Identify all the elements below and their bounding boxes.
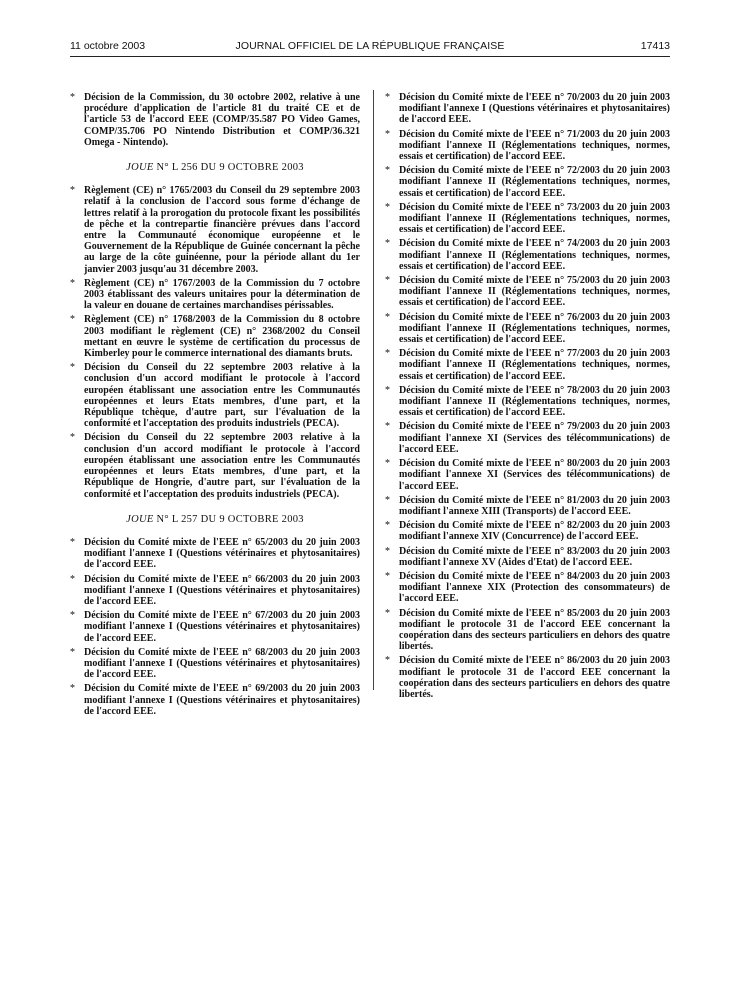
section-256-entries	[70, 185, 360, 499]
list-item	[385, 520, 670, 542]
bullet-star: *	[385, 545, 390, 557]
entry-text: Décision du Comité mixte de l'EEE n° 73/2003 du 20 juin 2003 modifiant l'annexe II (Réglementations techniques, normes, essais et certification) de l'accord EEE.	[399, 201, 670, 236]
bullet-star: *	[385, 655, 390, 667]
entry-text: Décision du Comité mixte de l'EEE n° 81/2003 du 20 juin 2003 modifiant l'annexe XIII (Transports) de l'accord EEE.	[399, 494, 670, 517]
entry-text: Décision du Comité mixte de l'EEE n° 82/2003 du 20 juin 2003 modifiant l'annexe XIV (Concurrence) de l'accord EEE.	[399, 520, 670, 543]
bullet-star: *	[385, 421, 390, 433]
column-divider	[373, 90, 374, 690]
bullet-star: *	[385, 201, 390, 213]
entry-text: Décision du Comité mixte de l'EEE n° 79/2003 du 20 juin 2003 modifiant l'annexe XI (Services des télécommunications) de l'accord EEE.	[399, 421, 670, 455]
entry-text: Décision du Conseil du 22 septembre 2003 relative à la conclusion d'un accord modifiant le protocole à l'accord européen établissant une association entre les Communautés européennes et leurs Etats membres, d'une part, et la République de Hongrie, d'autre part, sur l'évaluation de la conformité et l'acceptation des produits industriels (PECA).	[84, 432, 360, 500]
entry-text: Décision du Comité mixte de l'EEE n° 83/2003 du 20 juin 2003 modifiant l'annexe XV (Aides d'Etat) de l'accord EEE.	[399, 545, 670, 568]
list-item	[385, 655, 670, 700]
entry-text: Décision du Comité mixte de l'EEE n° 86/2003 du 20 juin 2003 modifiant le protocole 31 de l'accord EEE concernant la coopération dans des secteurs particuliers en dehors des quatre libertés.	[399, 655, 670, 700]
bullet-star: *	[385, 494, 390, 506]
bullet-star: *	[70, 362, 75, 374]
list-item	[385, 129, 670, 163]
header-title: JOURNAL OFFICIEL DE LA RÉPUBLIQUE FRANÇAISE	[235, 40, 505, 52]
bullet-star: *	[385, 520, 390, 532]
list-item	[385, 495, 670, 517]
page-header	[70, 40, 670, 56]
list-item	[385, 608, 670, 653]
bullet-star: *	[70, 314, 75, 326]
section-journal: JOUE	[126, 162, 154, 174]
list-item	[385, 92, 670, 126]
bullet-star: *	[385, 238, 390, 250]
section-257-entries	[70, 537, 360, 717]
list-item	[70, 92, 360, 148]
list-item	[385, 571, 670, 605]
bullet-star: *	[70, 610, 75, 622]
bullet-star: *	[70, 573, 75, 585]
list-item	[385, 202, 670, 236]
bullet-star: *	[70, 92, 75, 103]
list-item	[385, 546, 670, 568]
bullet-star: *	[70, 185, 75, 197]
entry-text: Décision du Comité mixte de l'EEE n° 80/2003 du 20 juin 2003 modifiant l'annexe XI (Services des télécommunications) de l'accord EEE.	[399, 458, 670, 492]
entry-text: Décision du Comité mixte de l'EEE n° 69/2003 du 20 juin 2003 modifiant l'annexe I (Questions vétérinaires et phytosanitaires) de l'accord EEE.	[84, 683, 360, 717]
entry-text: Décision du Comité mixte de l'EEE n° 70/2003 du 20 juin 2003 modifiant l'annexe I (Questions vétérinaires et phytosanitaires) de l'accord EEE.	[399, 92, 670, 126]
entry-text: Décision du Comité mixte de l'EEE n° 65/2003 du 20 juin 2003 modifiant l'annexe I (Questions vétérinaires et phytosanitaires) de l'accord EEE.	[84, 536, 360, 571]
list-item	[385, 458, 670, 492]
entry-text: Décision du Comité mixte de l'EEE n° 75/2003 du 20 juin 2003 modifiant l'annexe II (Réglementations techniques, normes, essais et certification) de l'accord EEE.	[399, 275, 670, 309]
bullet-star: *	[385, 311, 390, 323]
section-heading-text: N° L 257 DU 9 OCTOBRE 2003	[156, 513, 304, 525]
section-heading-257	[70, 514, 360, 525]
entry-text: Décision du Comité mixte de l'EEE n° 71/2003 du 20 juin 2003 modifiant l'annexe II (Réglementations techniques, normes, essais et certification) de l'accord EEE.	[399, 128, 670, 163]
entry-text: Décision du Comité mixte de l'EEE n° 76/2003 du 20 juin 2003 modifiant l'annexe II (Réglementations techniques, normes, essais et certification) de l'accord EEE.	[399, 311, 670, 346]
list-item	[385, 238, 670, 272]
bullet-star: *	[385, 348, 390, 360]
bullet-star: *	[385, 275, 390, 287]
list-item	[385, 348, 670, 382]
section-heading-text: N° L 256 DU 9 OCTOBRE 2003	[156, 162, 304, 174]
entry-text: Décision du Comité mixte de l'EEE n° 78/2003 du 20 juin 2003 modifiant l'annexe II (Réglementations techniques, normes, essais et certification) de l'accord EEE.	[399, 384, 670, 419]
bullet-star: *	[385, 458, 390, 470]
entry-text: Décision du Comité mixte de l'EEE n° 67/2003 du 20 juin 2003 modifiant l'annexe I (Questions vétérinaires et phytosanitaires) de l'accord EEE.	[84, 610, 360, 644]
list-item	[70, 185, 360, 275]
bullet-star: *	[70, 683, 75, 695]
left-column	[70, 92, 360, 720]
bullet-star: *	[70, 536, 75, 548]
list-item	[70, 362, 360, 429]
list-item	[70, 610, 360, 644]
entry-text: Règlement (CE) n° 1767/2003 de la Commission du 7 octobre 2003 établissant des valeurs unitaires pour la détermination de la valeur en douane de certaines marchandises périssables.	[84, 277, 360, 312]
header-rule	[70, 56, 670, 57]
list-item	[385, 165, 670, 199]
bullet-star: *	[385, 128, 390, 140]
entry-text: Décision du Comité mixte de l'EEE n° 77/2003 du 20 juin 2003 modifiant l'annexe II (Réglementations techniques, normes, essais et certification) de l'accord EEE.	[399, 348, 670, 382]
list-item	[385, 312, 670, 346]
bullet-star: *	[70, 432, 75, 444]
list-item	[385, 421, 670, 455]
header-page-number: 17413	[640, 40, 670, 52]
list-item	[70, 683, 360, 717]
right-column	[385, 92, 670, 703]
entry-text: Décision de la Commission, du 30 octobre 2002, relative à une procédure d'application de l'article 81 du traité CE et de l'article 53 de l'accord EEE (COMP/35.587 PO Video Games, COMP/35.706 PO Nintendo Distribution et COMP/36.321 Omega - Nintendo).	[84, 92, 360, 148]
entry-text: Décision du Comité mixte de l'EEE n° 68/2003 du 20 juin 2003 modifiant l'annexe I (Questions vétérinaires et phytosanitaires) de l'accord EEE.	[84, 646, 360, 681]
entry-text: Décision du Comité mixte de l'EEE n° 66/2003 du 20 juin 2003 modifiant l'annexe I (Questions vétérinaires et phytosanitaires) de l'accord EEE.	[84, 573, 360, 607]
bullet-star: *	[385, 92, 390, 103]
bullet-star: *	[70, 277, 75, 289]
section-heading-256	[70, 162, 360, 173]
bullet-star: *	[385, 607, 390, 619]
right-entries	[385, 92, 670, 700]
list-item	[385, 385, 670, 419]
entry-text: Décision du Conseil du 22 septembre 2003 relative à la conclusion d'un accord modifiant le protocole à l'accord européen établissant une association entre les Communautés européennes et leurs Etats membres, d'une part, et la République tchèque, d'autre part, sur l'évaluation de la conformité et l'acceptation des produits industriels (PECA).	[84, 362, 360, 430]
entry-text: Décision du Comité mixte de l'EEE n° 74/2003 du 20 juin 2003 modifiant l'annexe II (Réglementations techniques, normes, essais et certification) de l'accord EEE.	[399, 238, 670, 272]
bullet-star: *	[385, 570, 390, 582]
bullet-star: *	[385, 165, 390, 177]
list-item	[70, 574, 360, 608]
entry-text: Décision du Comité mixte de l'EEE n° 84/2003 du 20 juin 2003 modifiant l'annexe XIX (Protection des consommateurs) de l'accord EEE.	[399, 570, 670, 605]
list-item	[70, 647, 360, 681]
header-date: 11 octobre 2003	[70, 40, 146, 52]
intro-entries	[70, 92, 360, 148]
entry-text: Décision du Comité mixte de l'EEE n° 72/2003 du 20 juin 2003 modifiant l'annexe II (Réglementations techniques, normes, essais et certification) de l'accord EEE.	[399, 165, 670, 199]
list-item	[70, 314, 360, 359]
bullet-star: *	[70, 646, 75, 658]
section-journal: JOUE	[126, 513, 154, 525]
list-item	[70, 537, 360, 571]
list-item	[70, 432, 360, 499]
entry-text: Règlement (CE) n° 1768/2003 de la Commission du 8 octobre 2003 modifiant le règlement (CE) n° 2368/2002 du Conseil mettant en œuvre le système de certification du processus de Kimberley pour le commerce international des diamants bruts.	[84, 314, 360, 360]
list-item	[385, 275, 670, 309]
entry-text: Règlement (CE) n° 1765/2003 du Conseil du 29 septembre 2003 relatif à la conclusion de l'accord sous forme d'échange de lettres relatif à la prorogation du protocole fixant les possibilités de pêche et la contrepartie financière prévues dans l'accord entre la Communauté économique européenne et le Gouvernement de la République de Guinée concernant la pêche au large de la côte guinéenne, pour la période allant du 1er janvier 2003 jusqu'au 31 décembre 2003.	[84, 185, 360, 275]
bullet-star: *	[385, 384, 390, 396]
entry-text: Décision du Comité mixte de l'EEE n° 85/2003 du 20 juin 2003 modifiant le protocole 31 de l'accord EEE concernant la coopération dans des secteurs particuliers en dehors des quatre libertés.	[399, 607, 670, 653]
list-item	[70, 278, 360, 312]
